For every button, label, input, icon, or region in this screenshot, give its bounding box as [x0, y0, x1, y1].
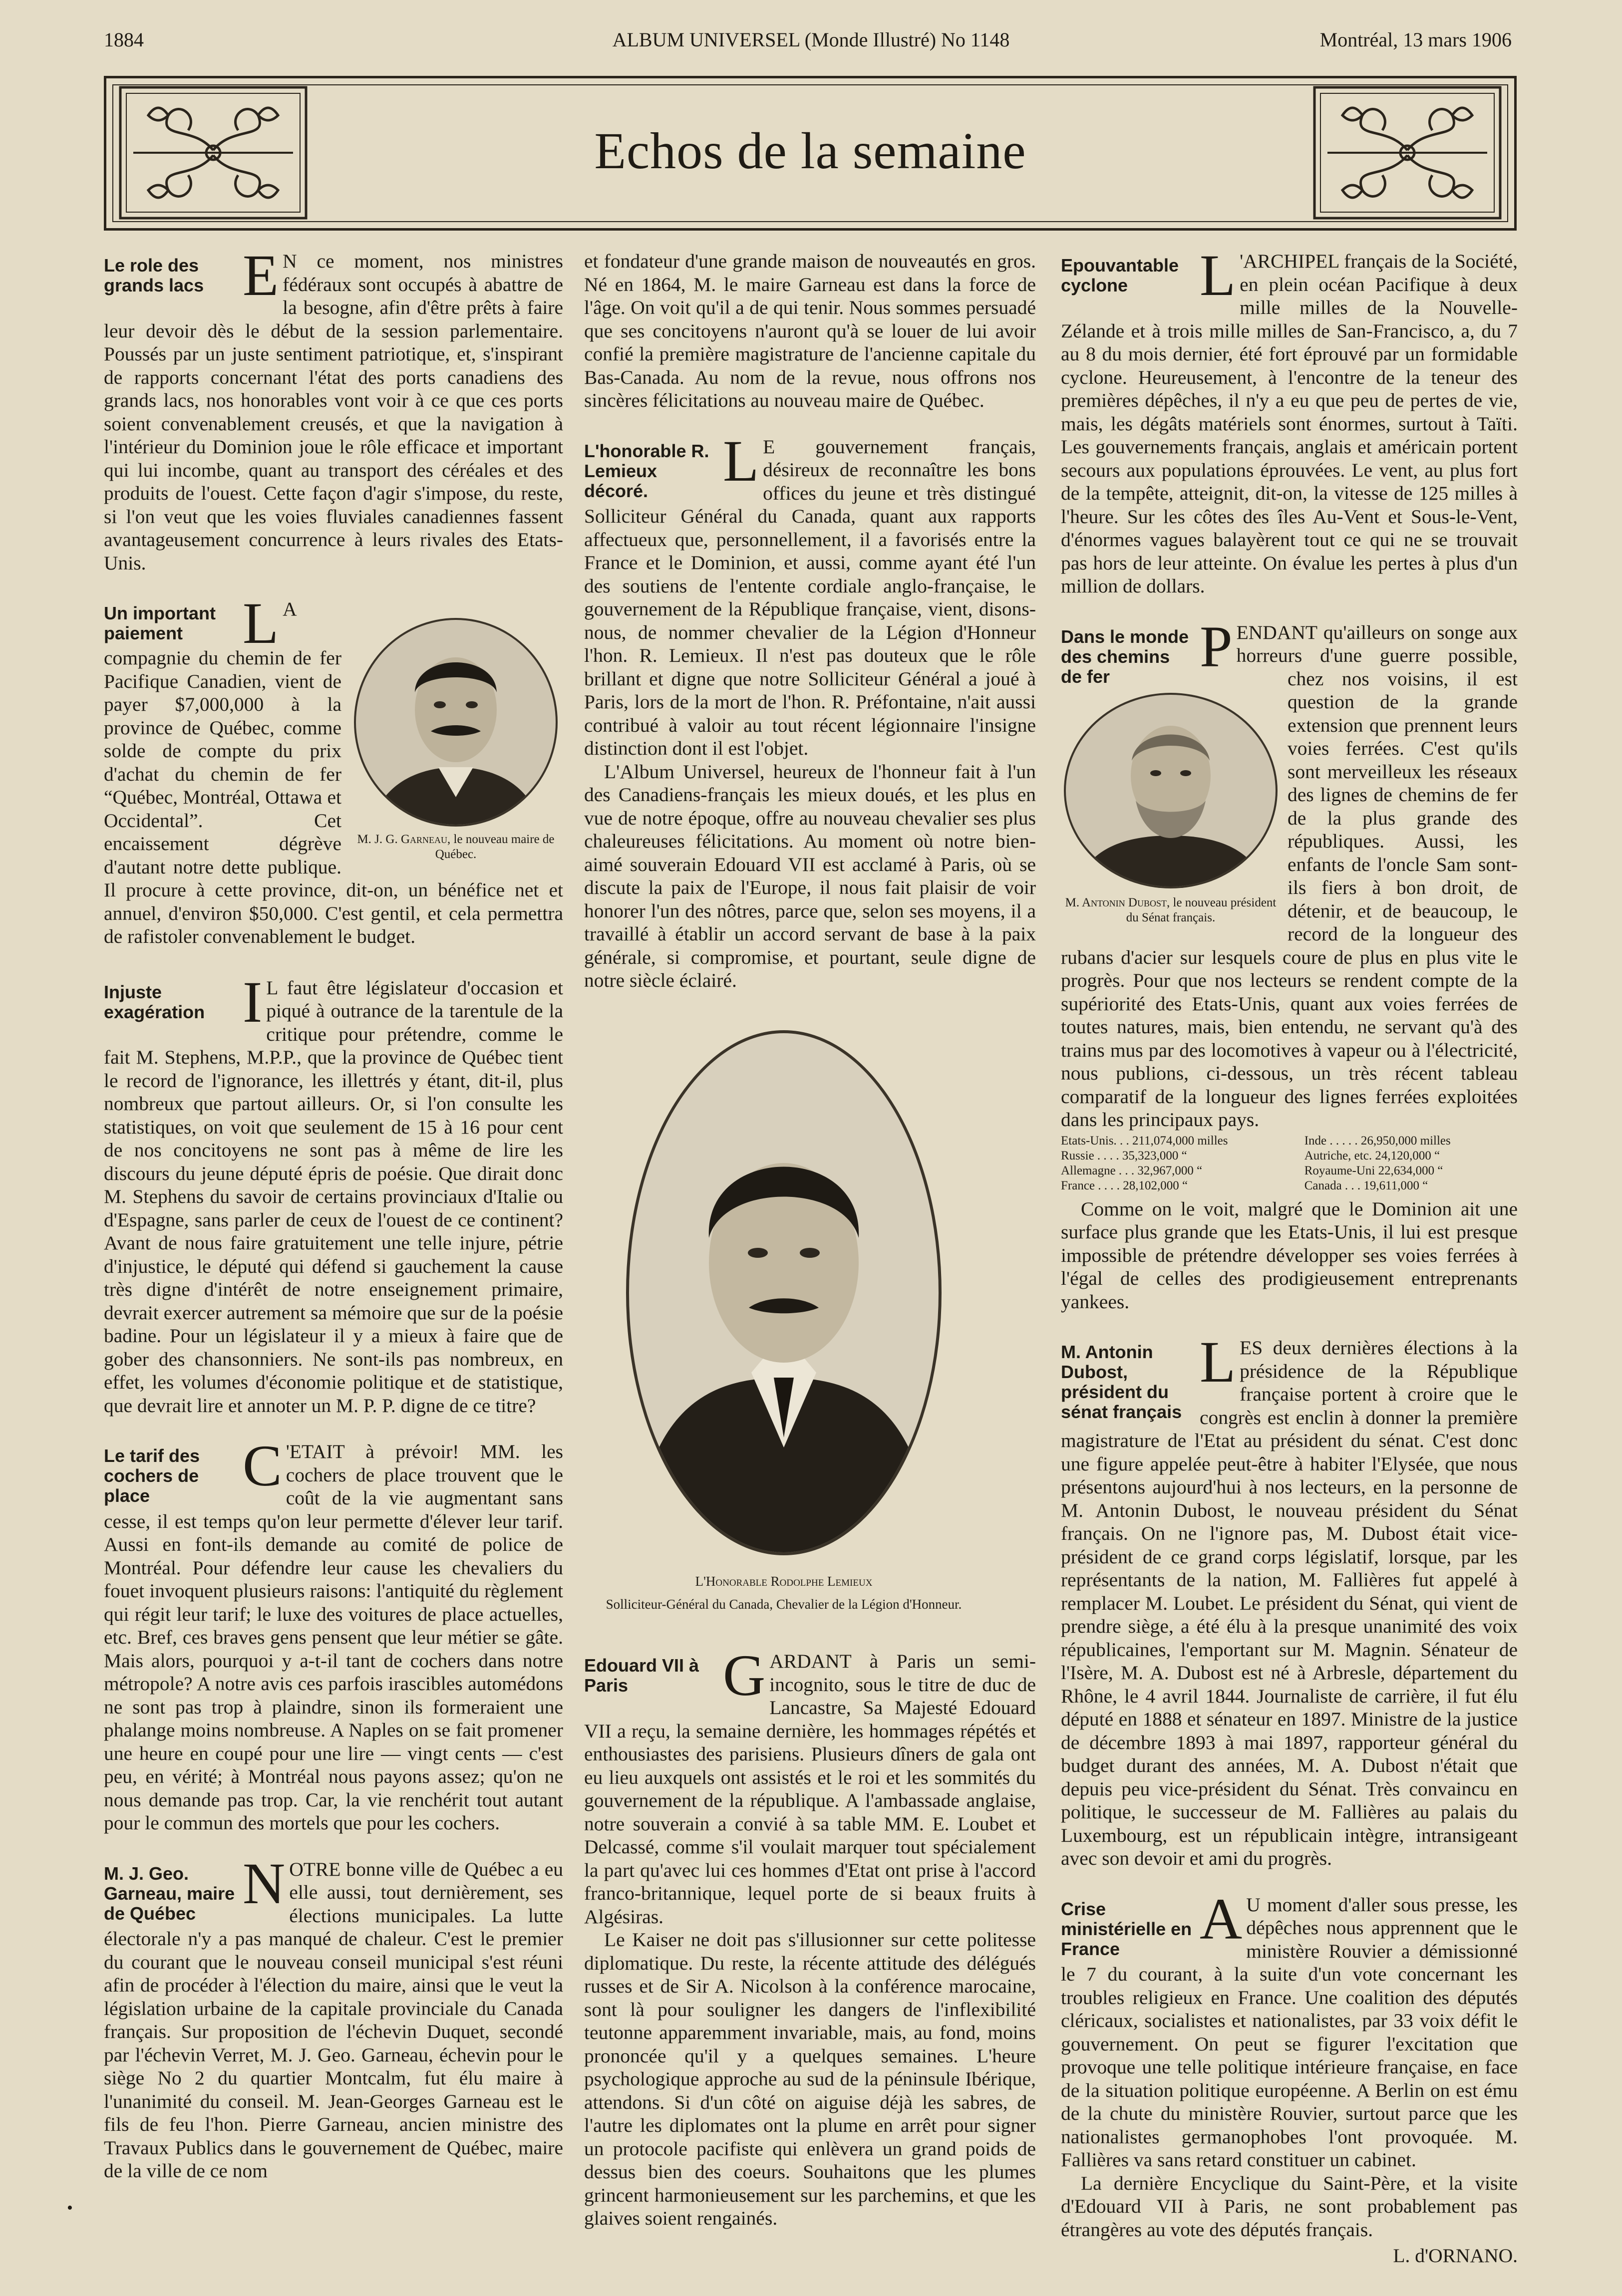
article-text: L'Album Universel, heureux de l'honneur fait à l'un des Canadiens-français les mieux doués, et les plus en vue de notre époque, offre au nouveau chevalier ses plus chaleureuses félicitations. Au moment où notre bien-aimé souverain Edouard VII est acclamé à Paris, où se discute la paix de l'Europe, il nous fait plaisir de voir honorer l'un des nôtres, parce que, selon ses moyens, il a travaillé à établir un accord servant de base à la paix générale, si compromise, et pourtant, seule digne de notre siècle éclairé.: [584, 760, 1036, 991]
article-text: N ce moment, nos ministres fédéraux sont occupés à abattre de la besogne, afin d'être prêts à faire leur devoir dès le début de la session parlementaire. Poussés par un juste sentiment patriotique, et, s'inspirant de rapports concernant l'état des ports canadiens des grands lacs, nos honorables vont voir à ce que ces ports soient convenablement creusés, et que la navigation à l'intérieur du Dominion joue le rôle efficace et important qui lui incombe, quant au transport des céréales et des produits de l'ouest. Cette façon d'agir s'impose, du reste, si l'on veut que les voies fluviales canadiennes fassent avantageusement concurrence à leurs rivales des Etats-Unis.: [104, 250, 563, 574]
side-heading: M. J. Geo. Garneau, maire de Québec: [104, 1863, 235, 1924]
article-text: Comme on le voit, malgré que le Dominion ait une surface plus grande que les Etats-Unis, il lui est presque impossible de prétendre développer ses voies ferrées à l'égal de celles des prodigieusement entreprenants yankees.: [1061, 1197, 1518, 1313]
railway-length-table: [1061, 1134, 1518, 1193]
article-text: ENDANT qu'ailleurs on songe aux horreurs d'une guerre possible, chez nos voisins, il est question de la grande extension que prennent leurs voies ferrées. C'est qu'ils sont merveilleux les réseaux des lignes de chemins de fer de la plus grande des républiques. Aussi, les enfants de l'oncle Sam sont-ils fiers à bon droit, de détenir, et de beaucoup, le record de la longueur des rubans d'acier sur lesquels coure de plus en plus vite le progrès. Pour que nos lecteurs se rendent compte de la supériorité des Etats-Unis, quant aux voies ferrées de toutes natures, mais, bien entendu, ne servant qu'à des trains mus par des locomotives à vapeur ou à l'électricité, nous publions, ci-dessous, un très récent tableau comparatif de la longueur des lignes ferrées exploitées dans les principaux pays.: [1061, 621, 1518, 1131]
side-heading: Epouvantable cyclone: [1061, 255, 1179, 295]
author-signature: L. d'ORNANO.: [1393, 2245, 1518, 2267]
article-dubost: [1061, 1329, 1518, 1870]
column-2-lower: [584, 1643, 1036, 2230]
article-cochers: [104, 1433, 563, 1835]
article-text: 'ETAIT à prévoir! MM. les cochers de place trouvent que le coût de la vie augmentant sans cesse, il est temps qu'on leur permette d'élever leur tarif. Aussi en font-ils demande au comité de police de Montréal. Pour défendre leur cause les chevaliers du fouet invoquent plusieurs raisons: l'antiquité du règlement qui régit leur tarif; le luxe des voitures de place actuelles, etc. Bref, ces braves gens pensent que leur métier se gâte. Mais alors, pourquoi y a-t-il tant de cochers dans notre métropole? A notre avis ces parfois irascibles automédons ne sont pas trop à plaindre, sinon ils formeraient une phalange moins nombreuse. A Naples on se fait promener une heure en coupé pour une lire — vingt cents — c'est peu, en vérité; à Montréal nous payons assez; qu'on ne nous demande pas trop. Car, la vie renchérit tout autant pour le commun des mortels que pour les cochers.: [104, 1440, 563, 1834]
article-text: ES deux dernières élections à la présidence de la République française portent à croire que le congrès est enclin à donner la première magistrature de l'Etat au président du sénat. C'est donc une figure appelée peut-être à habiter l'Elysée, que nous présentons aujourd'hui à nos lecteurs, en la personne de M. Antonin Dubost, le nouveau président du Sénat français. On ne l'ignore pas, M. Dubost était vice-président de ce grand corps législatif, lorsque, par les représentants de la nation, M. Fallières fut appelé à remplacer M. Loubet. Le président du Sénat, qui vient de prendre siège, a été élu à la presque unanimité des voix républicaines, l'emportant sur M. Magnin. Sénateur de l'Isère, M. A. Dubost est né à Arbresle, département du Rhône, le 4 avril 1844. Journaliste de carrière, il fut élu député en 1888 et sénateur en 1897. Ministre de la justice de décembre 1893 à mai 1897, rapporteur général du budget durant des années, M. A. Dubost n'était que depuis peu vice-président du Sénat. Très convaincu en politique, le successeur de M. Fallières au palais du Luxembourg, est un républicain intègre, intransigeant avec son devoir et ami du progrès.: [1061, 1337, 1518, 1869]
table-row: Allemagne . . . 32,967,000 “ Royaume-Uni 22,634,000 “: [1061, 1163, 1443, 1177]
page-number: 1884: [104, 28, 144, 51]
drop-cap: L: [1200, 1329, 1236, 1395]
article-text: OTRE bonne ville de Québec a eu elle aussi, tout dernièrement, ses élections municipales. La lutte électorale n'y a pas manqué de chaleur. C'est le premier du courant que le nouveau conseil municipal s'est réuni afin de procéder à l'élection du maire, ainsi que le veut la législation urbaine de la capitale provinciale du Canada français. Sur proposition de l'échevin Duquet, secondé par l'échevin Verret, M. J. Geo. Garneau, échevin pour le siège No 2 du quartier Montcalm, fut élu maire à l'unanimité du conseil. M. Jean-Georges Garneau est le fils de feu l'hon. Pierre Garneau, ancien ministre des Travaux Publics dans le gouvernement de Québec, maire de la ville de ce nom: [104, 1858, 563, 2182]
table-row: Russie . . . . 35,323,000 “ Autriche, etc. 24,120,000 “: [1061, 1148, 1440, 1162]
side-heading: Un important paiement: [104, 603, 216, 643]
drop-cap: N: [243, 1850, 286, 1916]
article-edouard: [584, 1643, 1036, 2230]
portrait-caption: M. Antonin Dubost, le nouveau président du Sénat français.: [1065, 895, 1277, 924]
banner-title: Echos de la semaine: [594, 122, 1026, 180]
drop-cap: L: [243, 590, 279, 656]
portrait-lemieux-icon: [624, 1028, 944, 1557]
article-lemieux: [584, 428, 1036, 992]
side-heading: Dans le monde des chemins de fer: [1061, 626, 1189, 687]
section-banner: [104, 76, 1517, 231]
article-exageration: [104, 971, 563, 1418]
issue-date: Montréal, 13 mars 1906: [1319, 28, 1512, 51]
column-2: [584, 250, 1036, 992]
drop-cap: L: [1200, 243, 1236, 308]
publication-title: ALBUM UNIVERSEL (Monde Illustré) No 1148: [612, 28, 1010, 51]
article-text: A compagnie du chemin de fer Pacifique Canadien, vient de payer $7,000,000 à la province de Québec, comme solde de compte du prix d'achat du chemin de fer “Québec, Montréal, Ottawa et Occidental”. Cet encaissement dégrève d'autant notre dette publique. Il procure à cette province, dit-on, un bénéfice net et annuel, d'environ $50,000. C'est gentil, et cela permettra de rafistoler convenablement le budget.: [104, 598, 563, 947]
side-heading: L'honorable R. Lemieux décoré.: [584, 440, 709, 501]
portrait-lemieux-caption: L'Honorable Rodolphe Lemieux Solliciteur-Général du Canada, Chevalier de la Légion d'Honneur.: [606, 1574, 962, 1612]
article-paiement: [104, 590, 563, 948]
side-heading: Le role des grands lacs: [104, 255, 204, 295]
article-text: 'ARCHIPEL français de la Société, en plein océan Pacifique à deux mille milles de la Nouvelle-Zélande et à trois mille milles de San-Francisco, a, du 7 au 8 du mois dernier, été fort éprouvé par un formidable cyclone. Heureusement, à l'encontre de la teneur des premières dépêches, il n'y a eu que peu de pertes de vie, mais, les dégâts matériels sont énormes, surtout à Taïti. Les gouvernements français, anglais et américain portent secours aux populations éprouvées. Le vent, au plus fort de la tempête, atteignit, dit-on, la vitesse de 125 milles à l'heure. Sur les côtes des îles Au-Vent et Sous-le-Vent, d'énormes vagues balayèrent tout ce qui ne se trouvait pas hors de leur atteinte. On évalue les pertes à plus d'un million de dollars.: [1061, 250, 1518, 597]
article-text: La dernière Encyclique du Saint-Père, et la visite d'Edouard VII à Paris, ne sont probablement pas étrangères au vote des députés français.: [1061, 2172, 1518, 2241]
article-garneau: [104, 1850, 563, 2183]
portrait-garneau: [348, 617, 563, 862]
portrait-garneau-icon: [351, 617, 561, 827]
drop-cap: A: [1200, 1886, 1243, 1952]
portrait-caption: M. J. G. Garneau, le nouveau maire de Québec.: [357, 833, 555, 861]
column-1: [104, 243, 563, 2183]
portrait-dubost: [1061, 691, 1281, 925]
side-heading: Le tarif des cochers de place: [104, 1445, 200, 1506]
article-chemins-de-fer: [1061, 613, 1518, 1314]
article-text: et fondateur d'une grande maison de nouveautés en gros. Né en 1864, M. le maire Garneau est dans la force de l'âge. On voit qu'il a de qui tenir. Nous sommes persuadé que ses concitoyens n'auront qu'à se louer de lui avoir confié la première magistrature de l'ancienne capitale du Bas-Canada. Au nom de la revue, nous offrons nos sincères félicitations au nouveau maire de Québec.: [584, 250, 1036, 411]
side-heading: Edouard VII à Paris: [584, 1655, 699, 1696]
margin-mark: •: [67, 2199, 73, 2217]
right-floral-ornament-icon: [1312, 85, 1502, 220]
drop-cap: G: [723, 1643, 766, 1708]
article-text: ARDANT à Paris un semi-incognito, sous le titre de duc de Lancastre, Sa Majesté Edouard VII a reçu, la semaine dernière, les hommages répétés et enthousiastes des parisiens. Plusieurs dîners de gala ont eu lieu auxquels ont assistés et le roi et les sommités du gouvernement de la république. A l'ambassade anglaise, notre souverain a convié à sa table MM. E. Loubet et Delcassé, comme s'il voulait marquer tout spécialement la part qu'avec lui ces hommes d'Etat ont prise à l'accord franco-britannique, lequel porte de si beaux fruits à Algésiras.: [584, 1650, 1036, 1928]
table-row: France . . . . 28,102,000 “ Canada . . . 19,611,000 “: [1061, 1178, 1428, 1192]
side-heading: Crise ministérielle en France: [1061, 1898, 1192, 1959]
article-grands-lacs: [104, 243, 563, 574]
drop-cap: C: [243, 1433, 282, 1498]
side-heading: Injuste exagération: [104, 981, 205, 1022]
portrait-lemieux: [624, 1028, 944, 1560]
article-text: U moment d'aller sous presse, les dépêches nous apprennent que le ministère Rouvier a démissionné le 7 du courant, à la suite d'un vote concernant les troubles religieux en France. Une coalition des députés cléricaux, socialistes et nationalistes, par 33 voix défit le gouvernement. On peut se figurer l'excitation que provoque une telle politique intérieure française, en face de la situation politique européenne. A Berlin on est ému de la chute du ministère Rouvier, surtout parce que les nationalistes germanophobes l'ont provoquée. M. Fallières va sans retard constituer un cabinet.: [1061, 1893, 1518, 2171]
article-crise: [1061, 1886, 1518, 2268]
portrait-dubost-icon: [1061, 691, 1281, 890]
article-cyclone: [1061, 243, 1518, 598]
article-text: L faut être législateur d'occasion et piqué à outrance de la tarentule de la critique pour prétendre, comme le fait M. Stephens, M.P.P., que la province de Québec tient le record de l'ignorance, les illettrés y étant, dit-il, plus nombreux que partout ailleurs. Or, si l'on consulte les statistiques, on voit que seulement de 15 à 16 pour cent de nos concitoyens ne sont pas à même de lire les discours du jeune député épris de poésie. Que dirait donc M. Stephens du savoir de certains provinciaux d'Italie ou d'Espagne, sans parler de ceux de l'ouest de ce continent? Avant de nous faire gratuitement une telle injure, pétrie d'injustice, le député qui défend si gauchement la cause très digne d'intérêt de notre enseignement primaire, devrait exercer autrement sa mémoire que sur de la poésie badine. Pour un législateur il y a mieux à faire que de gober des chansonniers. Ne sont-ils pas nombreux, en effet, les volumes d'économie politique et de statistique, que devrait lire et annoter un M. P. P. digne de ce titre?: [104, 976, 563, 1417]
side-heading: M. Antonin Dubost, président du sénat français: [1061, 1342, 1182, 1422]
article-text: E gouvernement français, désireux de reconnaître les bons offices du jeune et très distingué Solliciteur Général du Canada, quant aux rapports affectueux que, personnellement, il a favorisés entre la France et le Dominion, et aussi, comme ayant été l'un des soutiens de l'entente cordiale anglo-française, le gouvernement de la République française, vient, disons-nous, de nommer chevalier de la Légion d'Honneur l'hon. R. Lemieux. Il n'est pas douteux que le rôle brillant et digne que notre Solliciteur Général a joué à Paris, lors de la mort de l'hon. R. Préfontaine, n'ait aussi contribué à valoir au tout récent légionnaire l'insigne distinction dont il est l'objet.: [584, 435, 1036, 759]
drop-cap: L: [723, 428, 759, 494]
drop-cap: P: [1200, 613, 1233, 679]
drop-cap: E: [243, 243, 279, 308]
table-row: Etats-Unis. . . 211,074,000 milles Inde . . . . . 26,950,000 milles: [1061, 1134, 1451, 1148]
article-text: Le Kaiser ne doit pas s'illusionner sur cette politesse diplomatique. Du reste, la récente attitude des délégués russes et de Sir A. Nicolson à la conférence marocaine, sont là pour souligner les dangers de l'inflexibilité teutonne apparemment invariable, mais, au fond, moins prononcée qu'il y a quelques semaines. L'heure psychologique approche au sud de la péninsule Ibérique, attendons. Si d'un côté on aiguise déjà les sabres, de l'autre les diplomates ont la plume en arrêt pour signer un protocole pacifiste qui enlèvera un grand poids de dessus bien des coeurs. Souhaitons que les plumes grincent harmonieusement sur les parchemins, et que les glaives soient rengainés.: [584, 1929, 1036, 2229]
drop-cap: I: [243, 969, 263, 1035]
column-3: [1061, 243, 1518, 2268]
